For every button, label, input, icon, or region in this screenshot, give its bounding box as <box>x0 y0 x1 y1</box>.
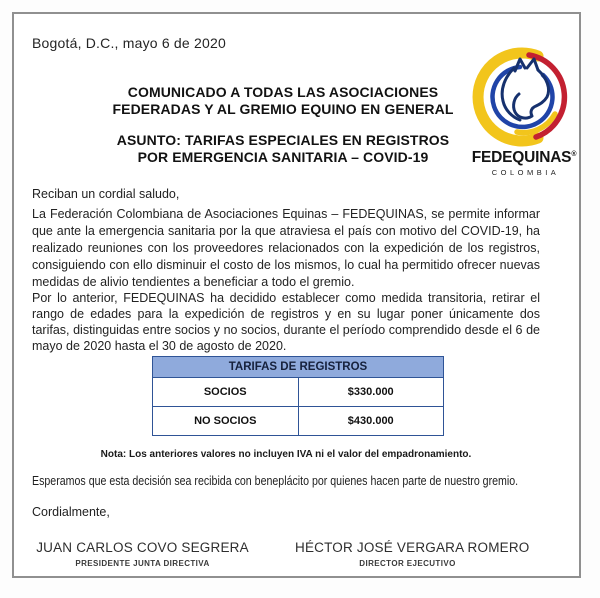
greeting-line: Reciban un cordial saludo, <box>32 187 180 201</box>
closing-sentence: Esperamos que esta decisión sea recibida con beneplácito por quienes hacen parte de nuestro gremio. <box>32 474 519 488</box>
tariff-table-header-row <box>153 357 444 378</box>
table-note: Nota: Los anteriores valores no incluyen IVA ni el valor del empadronamiento. <box>100 449 472 460</box>
horse-rings-logo-icon <box>456 46 592 148</box>
subject-line-1: ASUNTO: TARIFAS ESPECIALES EN REGISTROS <box>116 132 450 148</box>
logo-wordmark <box>456 149 592 167</box>
signature-title: PRESIDENTE JUNTA DIRECTIVA <box>75 559 210 568</box>
body-paragraph-2: Por lo anterior, FEDEQUINAS ha decidido establecer como medida transitoria, retirar el rango de edades para la expedición de registros y en su lugar poner únicamente dos tarifas, distinguidas entre socios y no socios, durante el período comprendido desde el 6 de mayo de 2020 hasta el 30 de agosto de 2020. <box>32 291 540 353</box>
tariff-table-title: TARIFAS DE REGISTROS <box>153 357 444 378</box>
signature-name: JUAN CARLOS COVO SEGRERA <box>36 540 249 555</box>
tariff-value-socios: $330.000 <box>298 378 444 407</box>
table-row <box>153 378 444 407</box>
registered-trademark-symbol: ® <box>571 150 577 158</box>
table-row <box>153 407 444 436</box>
signature-block-director <box>295 540 530 568</box>
tariff-label-no-socios: NO SOCIOS <box>153 407 299 436</box>
tariff-label-socios: SOCIOS <box>153 378 299 407</box>
signature-title: DIRECTOR EJECUTIVO <box>359 559 456 568</box>
signature-block-president <box>30 540 255 568</box>
tariff-table <box>152 356 444 436</box>
date-line: Bogotá, D.C., mayo 6 de 2020 <box>32 35 226 51</box>
subject-line-2: POR EMERGENCIA SANITARIA – COVID-19 <box>137 148 429 165</box>
tariff-value-no-socios: $430.000 <box>298 407 444 436</box>
closing-salutation: Cordialmente, <box>32 505 110 519</box>
title-line-1: COMUNICADO A TODAS LAS ASOCIACIONES <box>127 84 439 100</box>
body-paragraph-1: La Federación Colombiana de Asociaciones Equinas – FEDEQUINAS, se permite informar que ante la emergencia sanitaria por la que atraviesa el país con motivo del COVID-19, ha realizado reuniones con los proveedores relacionados con la expedición de los registros, consiguiendo con ello disminuir el costo de los mismos, lo cual ha permitido ofrecer nuevas medidas de alivio tendientes a beneficiar a todo el gremio. <box>32 207 540 289</box>
title-line-2: FEDERADAS Y AL GREMIO EQUINO EN GENERAL <box>112 100 454 117</box>
logo-country-text: COLOMBIA <box>491 168 560 177</box>
logo-name-text: FEDEQUINAS <box>471 149 572 166</box>
fedequinas-logo <box>456 46 592 177</box>
signature-name: HÉCTOR JOSÉ VERGARA ROMERO <box>295 540 530 555</box>
